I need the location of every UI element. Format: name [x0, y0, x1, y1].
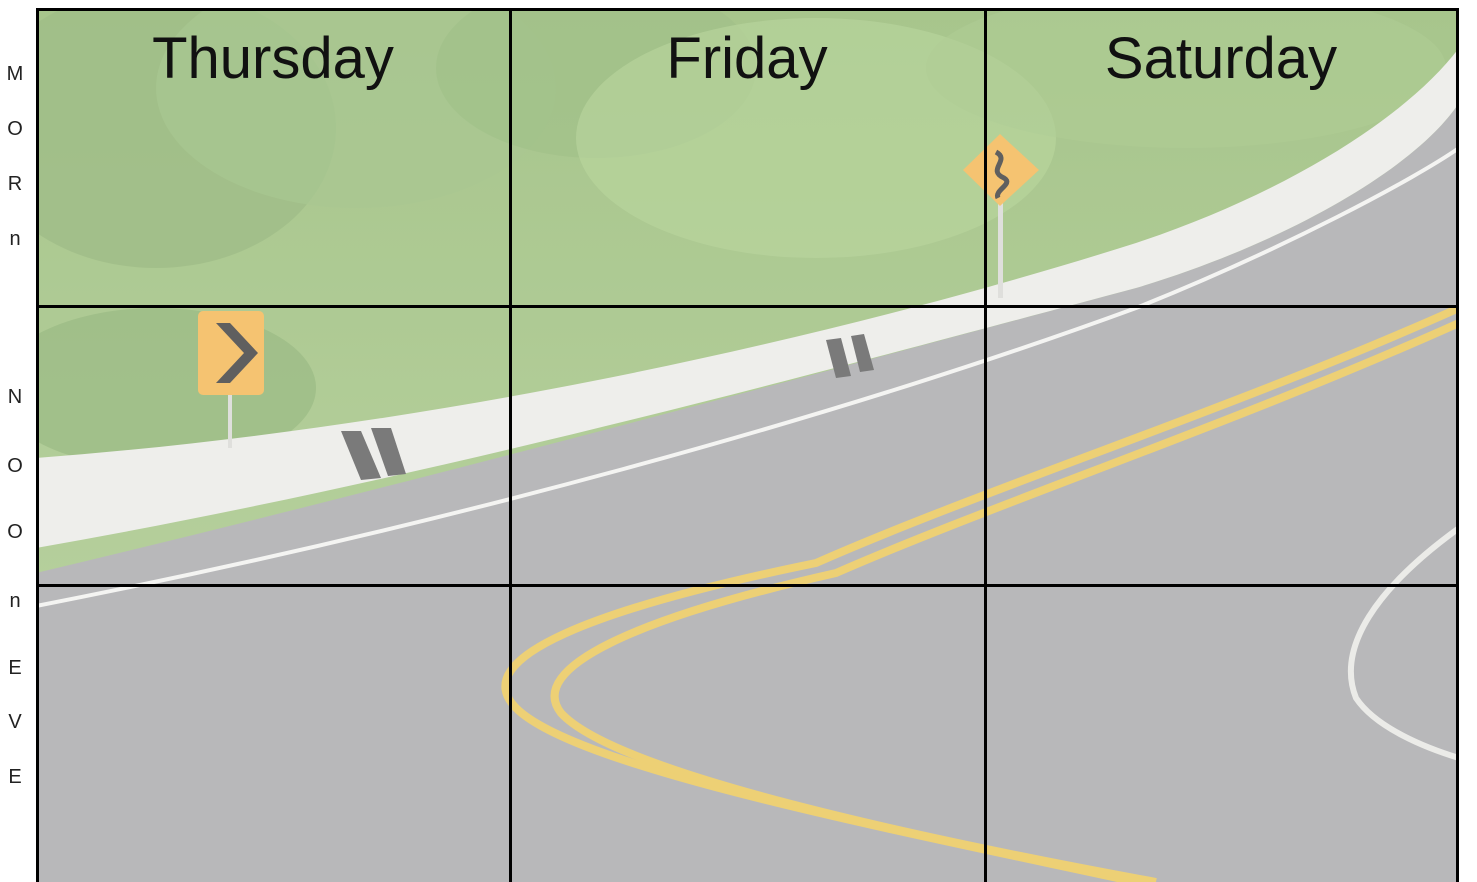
schedule-grid [36, 8, 1459, 882]
day-header-thursday: Thursday [152, 26, 394, 91]
cell-friday-noon[interactable] [510, 306, 984, 585]
cell-friday-evening[interactable] [510, 585, 984, 882]
side-letter: E [8, 657, 22, 679]
cell-thursday-noon[interactable] [36, 306, 510, 585]
side-letter: N [7, 386, 23, 408]
side-letter: O [7, 118, 23, 140]
side-letter: O [7, 455, 23, 477]
side-letter: R [7, 173, 23, 195]
side-letter: M [6, 63, 24, 85]
side-letter-column [0, 0, 34, 882]
day-header-friday: Friday [666, 26, 828, 91]
side-letter: V [8, 711, 22, 733]
side-letter: E [8, 766, 22, 788]
cell-saturday-noon[interactable] [984, 306, 1459, 585]
cell-thursday-evening[interactable] [36, 585, 510, 882]
side-letter: O [7, 521, 23, 543]
side-letter: n [9, 228, 21, 250]
side-letter: n [9, 590, 21, 612]
cell-saturday-evening[interactable] [984, 585, 1459, 882]
day-header-saturday: Saturday [1104, 26, 1338, 91]
